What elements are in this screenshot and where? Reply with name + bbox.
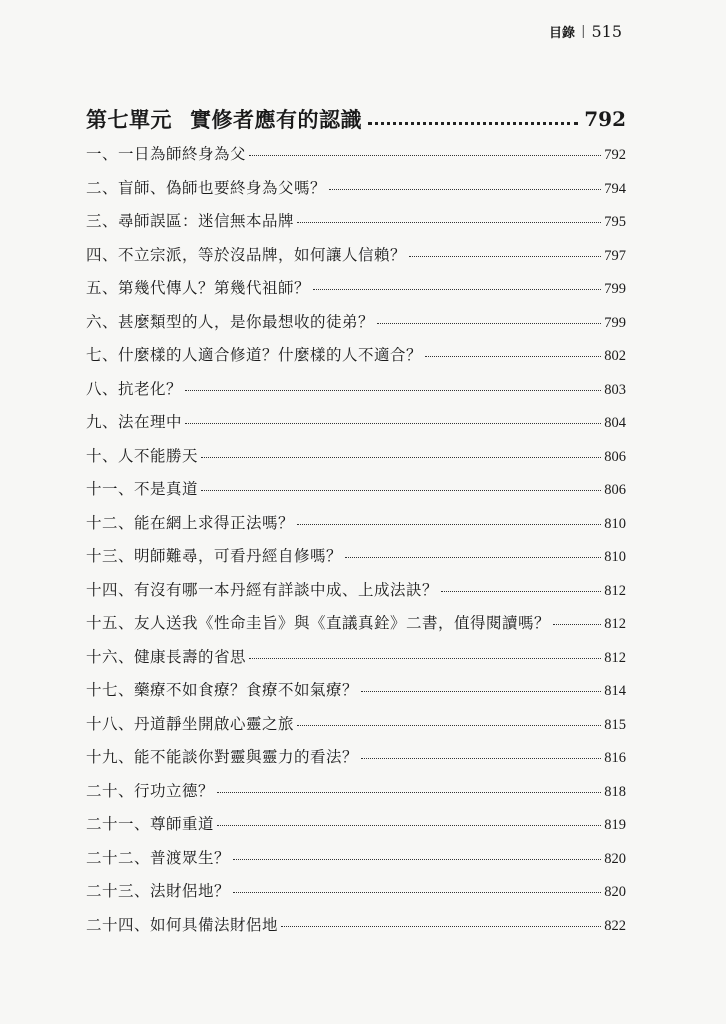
- toc-entry-page: 797: [604, 247, 626, 264]
- toc-entry-title: 十三、明師難尋，可看丹經自修嗎？: [86, 547, 343, 565]
- toc-entry-title: 二十四、如何具備法財侶地: [86, 915, 279, 934]
- dot-leader: [297, 524, 601, 525]
- unit-title: 實修者應有的認識: [190, 107, 362, 132]
- dot-leader: [233, 859, 601, 860]
- unit-label: 第七單元: [86, 107, 172, 132]
- toc-entry: [86, 712, 626, 746]
- toc-entry: [86, 209, 626, 243]
- toc-entry-page: 803: [604, 381, 626, 398]
- toc-entry-title: 八、抗老化？: [86, 379, 183, 398]
- toc-entry: [86, 511, 626, 545]
- toc-entry: [86, 745, 626, 779]
- toc-entry-page: 810: [604, 549, 626, 565]
- toc-entry-page: 799: [604, 281, 626, 297]
- toc-entry-title: 五、第幾代傳人？第幾代祖師？: [86, 279, 311, 297]
- dot-leader: [441, 591, 601, 592]
- toc-entry-page: 816: [604, 750, 626, 766]
- toc-entry: [86, 645, 626, 679]
- dot-leader: [361, 758, 601, 759]
- toc-entry: [86, 779, 626, 813]
- toc-entry-page: 820: [604, 884, 626, 900]
- toc-entry: [86, 377, 626, 411]
- toc-entry: [86, 477, 626, 511]
- toc-entry-page: 799: [604, 314, 626, 331]
- dot-leader: [553, 624, 601, 625]
- running-head: [549, 22, 622, 41]
- dot-leader: [249, 658, 601, 659]
- dot-leader: [313, 289, 601, 290]
- toc-entry-list: [86, 142, 626, 946]
- toc-entry: [86, 343, 626, 377]
- toc-entry-page: 794: [604, 180, 626, 197]
- toc-entry-title: 十五、友人送我《性命圭旨》與《直議真銓》二書，值得閱讀嗎？: [86, 614, 551, 632]
- toc-entry-title: 四、不立宗派，等於沒品牌，如何讓人信賴？: [86, 245, 407, 264]
- toc-entry-page: 812: [604, 582, 626, 599]
- toc-entry-title: 六、甚麼類型的人，是你最想收的徒弟？: [86, 312, 375, 331]
- toc-entry-title: 一、一日為師終身為父: [86, 145, 247, 163]
- dot-leader: [233, 892, 601, 893]
- running-head-label: 目錄: [549, 26, 576, 41]
- dot-leader: [217, 825, 601, 826]
- dot-leader: [249, 155, 601, 156]
- dot-leader: [201, 490, 601, 491]
- toc-entry-title: 二十、行功立德？: [86, 781, 215, 800]
- toc-entry-page: 814: [604, 683, 626, 699]
- running-head-separator: |: [581, 24, 586, 39]
- toc-entry: [86, 444, 626, 478]
- toc-entry-page: 818: [604, 783, 626, 800]
- toc-entry: [86, 611, 626, 645]
- toc-entry: [86, 846, 626, 880]
- toc-entry-page: 802: [604, 348, 626, 364]
- dot-leader: [185, 390, 601, 391]
- toc-entry: [86, 812, 626, 846]
- dot-leader: [377, 323, 601, 324]
- toc-entry-title: 十六、健康長壽的省思: [86, 647, 247, 666]
- dot-leader: [345, 557, 601, 558]
- toc-entry: [86, 678, 626, 712]
- dot-leader: [297, 222, 601, 223]
- dot-leader: [201, 457, 601, 458]
- dot-leader: [425, 356, 601, 357]
- table-of-contents: [86, 96, 626, 946]
- toc-entry-page: 804: [604, 415, 626, 431]
- toc-entry-page: 819: [604, 817, 626, 833]
- toc-entry-title: 十一、不是真道: [86, 480, 199, 498]
- toc-entry-page: 806: [604, 482, 626, 498]
- dot-leader: [185, 423, 601, 424]
- dot-leader: [281, 926, 601, 927]
- toc-entry-title: 十八、丹道靜坐開啟心靈之旅: [86, 714, 295, 733]
- dot-leader: [217, 792, 601, 793]
- unit-page: 792: [584, 107, 626, 131]
- toc-entry: [86, 176, 626, 210]
- toc-entry-title: 三、尋師誤區：迷信無本品牌: [86, 212, 295, 230]
- toc-entry-page: 812: [604, 616, 626, 632]
- toc-entry: [86, 544, 626, 578]
- dot-leader: [329, 189, 601, 190]
- toc-entry-page: 806: [604, 448, 626, 465]
- dot-leader: [409, 256, 601, 257]
- toc-entry-title: 二十二、普渡眾生？: [86, 848, 231, 867]
- toc-entry: [86, 310, 626, 344]
- unit-heading: [86, 96, 626, 142]
- toc-entry-title: 九、法在理中: [86, 413, 183, 431]
- toc-entry: [86, 879, 626, 913]
- page-number: 515: [591, 22, 622, 41]
- toc-entry-title: 十九、能不能談你對靈與靈力的看法？: [86, 748, 359, 766]
- toc-entry-title: 十四、有沒有哪一本丹經有詳談中成、上成法訣？: [86, 580, 439, 599]
- toc-entry: [86, 410, 626, 444]
- toc-entry-page: 795: [604, 214, 626, 230]
- toc-entry: [86, 243, 626, 277]
- toc-entry-page: 810: [604, 515, 626, 532]
- dot-leader: [361, 691, 601, 692]
- toc-entry: [86, 276, 626, 310]
- toc-entry-page: 792: [604, 147, 626, 163]
- dot-leader: [297, 725, 601, 726]
- toc-entry: [86, 578, 626, 612]
- toc-entry-title: 二、盲師、偽師也要終身為父嗎？: [86, 178, 327, 197]
- toc-entry-title: 十二、能在網上求得正法嗎？: [86, 513, 295, 532]
- toc-entry-page: 820: [604, 850, 626, 867]
- toc-entry-title: 七、什麼樣的人適合修道？什麼樣的人不適合？: [86, 346, 423, 364]
- dot-leader: [368, 122, 578, 125]
- toc-entry-title: 二十一、尊師重道: [86, 815, 215, 833]
- toc-entry-page: 822: [604, 917, 626, 934]
- toc-entry-title: 十七、藥療不如食療？食療不如氣療？: [86, 681, 359, 699]
- toc-entry-page: 815: [604, 716, 626, 733]
- toc-entry: [86, 913, 626, 947]
- toc-entry-title: 二十三、法財侶地？: [86, 882, 231, 900]
- toc-entry-page: 812: [604, 649, 626, 666]
- toc-entry: [86, 142, 626, 176]
- toc-entry-title: 十、人不能勝天: [86, 446, 199, 465]
